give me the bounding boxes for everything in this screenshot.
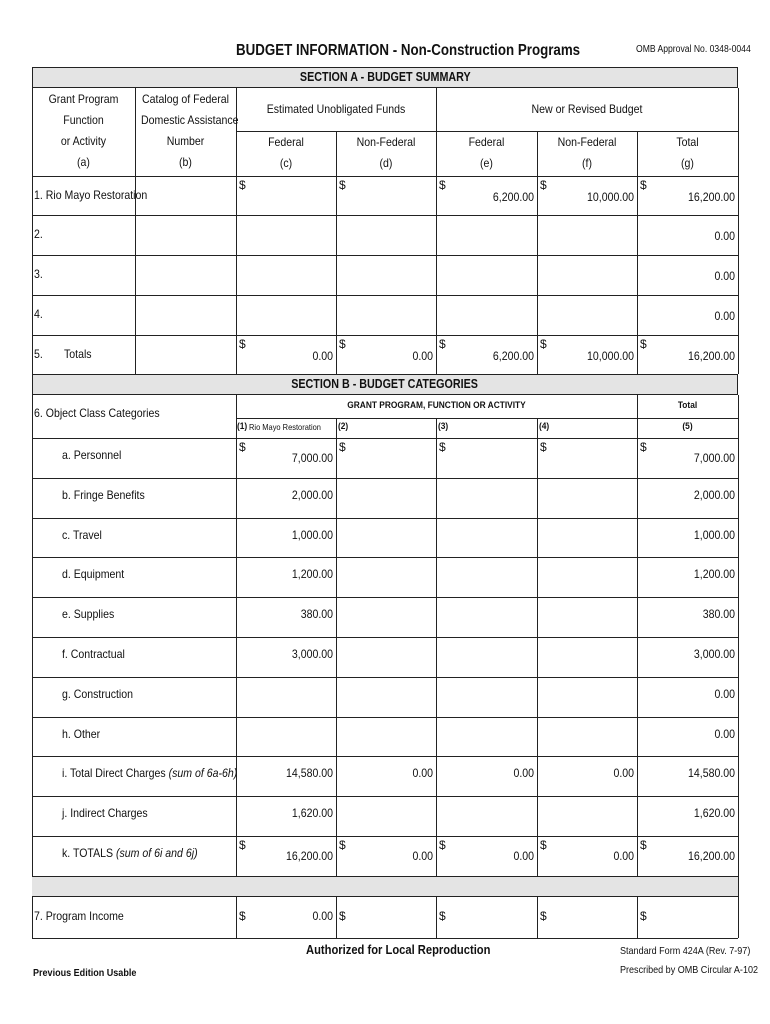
- category-label: [62, 846, 198, 860]
- grid-line: [32, 518, 738, 519]
- category-name: h. Other: [62, 726, 101, 741]
- total-f: 10,000.00: [587, 348, 634, 363]
- col-a-header: or Activity: [60, 134, 107, 148]
- col-a-header: (a): [77, 155, 90, 169]
- amount-c1: 380.00: [300, 607, 333, 621]
- amount-e: 6,200.00: [492, 189, 534, 204]
- amount-g: 16,200.00: [688, 189, 735, 204]
- amount-c5: 16,200.00: [688, 849, 735, 863]
- category-label: [62, 607, 114, 621]
- grid-line: [32, 176, 738, 177]
- amount-c5: 1,620.00: [693, 806, 735, 820]
- col-1-number: (1): [237, 421, 248, 432]
- grid-line: [32, 836, 738, 837]
- currency-sign: $: [339, 908, 346, 923]
- currency-sign: $: [640, 440, 647, 454]
- previous-edition: Previous Edition Usable: [33, 967, 137, 979]
- category-label: [62, 687, 133, 701]
- amount-f: 10,000.00: [587, 189, 634, 204]
- row-label: 2.: [34, 227, 43, 241]
- grid-line: [32, 438, 738, 439]
- amount-c3: 0.00: [513, 766, 534, 780]
- totals-label: Totals: [64, 346, 92, 361]
- amount-c4: 0.00: [613, 849, 634, 863]
- amount-c1: 14,580.00: [286, 766, 333, 780]
- unobligated-funds-header: Estimated Unobligated Funds: [266, 102, 406, 116]
- grid-line: [135, 88, 136, 374]
- amount-c5: 0.00: [714, 726, 735, 741]
- program-income-label: 7. Program Income: [34, 908, 124, 923]
- amount-g: 0.00: [714, 229, 735, 243]
- currency-sign: $: [540, 178, 547, 192]
- col-b-header: Number: [166, 134, 205, 148]
- grid-line: [32, 557, 738, 558]
- grid-line: [32, 335, 738, 336]
- grid-line: [32, 637, 738, 638]
- currency-sign: $: [339, 838, 346, 852]
- grid-line: [336, 418, 337, 876]
- currency-sign: $: [239, 908, 246, 923]
- currency-sign: $: [640, 337, 647, 351]
- amount-c3: 0.00: [513, 849, 534, 863]
- grid-line: [537, 131, 538, 374]
- amount-c5: 14,580.00: [688, 766, 735, 780]
- total-c: 0.00: [312, 348, 333, 363]
- new-revised-budget-header: New or Revised Budget: [531, 102, 643, 116]
- category-name: f. Contractual: [62, 647, 125, 661]
- row-label: 4.: [34, 307, 43, 321]
- category-name: b. Fringe Benefits: [62, 488, 145, 502]
- amount-g: 0.00: [714, 309, 735, 323]
- grid-line: [32, 295, 738, 296]
- category-name: a. Personnel: [62, 448, 122, 462]
- col-e-letter: (e): [480, 156, 493, 170]
- category-name: e. Supplies: [62, 607, 115, 621]
- omb-approval: OMB Approval No. 0348-0044: [636, 44, 751, 55]
- currency-sign: $: [239, 337, 246, 351]
- col-1-name: Rio Mayo Restoration: [249, 422, 321, 432]
- currency-sign: $: [439, 440, 446, 454]
- grid-line: [32, 215, 738, 216]
- prescribed-by: Prescribed by OMB Circular A-102: [620, 964, 759, 976]
- amount-c2: 0.00: [412, 766, 433, 780]
- amount-c1: 1,620.00: [291, 806, 333, 820]
- grid-line: [637, 131, 638, 374]
- grid-line: [32, 677, 738, 678]
- currency-sign: $: [339, 440, 346, 454]
- amount-c1: 2,000.00: [291, 488, 333, 502]
- category-label: [62, 647, 125, 661]
- category-name: i. Total Direct Charges: [62, 766, 166, 780]
- total-header: Total: [677, 400, 698, 411]
- col-5-header: (5): [682, 421, 693, 432]
- category-note: (sum of 6a-6h): [165, 766, 238, 780]
- currency-sign: $: [439, 908, 446, 923]
- col-a-header: Grant Program: [48, 92, 119, 106]
- section-a-title: SECTION A - BUDGET SUMMARY: [32, 67, 738, 88]
- object-class-header: 6. Object Class Categories: [34, 406, 160, 420]
- currency-sign: $: [640, 178, 647, 192]
- grid-line: [236, 395, 237, 876]
- col-c-letter: (c): [279, 156, 293, 170]
- grid-line: [336, 897, 337, 938]
- grid-line: [32, 88, 33, 374]
- amount-c5: 1,000.00: [693, 527, 735, 542]
- grid-line: [32, 395, 33, 938]
- grid-line: [637, 897, 638, 938]
- col-g-header: Total: [676, 135, 699, 149]
- amount-c5: 1,200.00: [693, 567, 735, 581]
- col-g-letter: (g): [681, 156, 694, 170]
- category-label: [62, 448, 121, 462]
- amount-c1: 1,000.00: [291, 527, 333, 542]
- currency-sign: $: [640, 908, 647, 923]
- col-c-header: Federal: [268, 135, 304, 149]
- authorized-text: Authorized for Local Reproduction: [306, 942, 491, 957]
- amount-c5: 7,000.00: [693, 451, 735, 465]
- category-name: c. Travel: [62, 527, 102, 542]
- category-note: (sum of 6i and 6j): [113, 846, 198, 860]
- form-title: BUDGET INFORMATION - Non-Construction Programs: [236, 42, 581, 59]
- amount-g: 0.00: [714, 269, 735, 283]
- currency-sign: $: [640, 838, 647, 852]
- row-label: 3.: [34, 267, 43, 281]
- col-b-header: Catalog of Federal: [142, 92, 229, 106]
- grid-line: [637, 395, 638, 876]
- col-4-header: (4): [539, 421, 550, 432]
- currency-sign: $: [239, 440, 246, 454]
- totals-number: 5.: [34, 346, 43, 361]
- grant-program-header: GRANT PROGRAM, FUNCTION OR ACTIVITY: [347, 400, 526, 411]
- category-label: [62, 766, 237, 780]
- amount-c1: 7,000.00: [291, 451, 333, 465]
- grid-line: [738, 395, 739, 938]
- currency-sign: $: [439, 337, 446, 351]
- col-f-header: Non-Federal: [557, 135, 617, 149]
- grid-line: [537, 897, 538, 938]
- grid-line: [32, 756, 738, 757]
- col-f-letter: (f): [582, 156, 592, 170]
- grid-line: [336, 131, 337, 374]
- gray-band: [32, 876, 738, 897]
- currency-sign: $: [540, 908, 547, 923]
- grid-line: [537, 418, 538, 876]
- col-a-header: Function: [63, 113, 104, 127]
- grid-line: [32, 255, 738, 256]
- amount-c1: 3,000.00: [291, 647, 333, 661]
- category-label: [62, 806, 148, 820]
- category-label: [62, 567, 124, 581]
- category-label: [62, 727, 100, 741]
- grid-line: [32, 717, 738, 718]
- grid-line: [32, 938, 738, 939]
- currency-sign: $: [239, 838, 246, 852]
- standard-form: Standard Form 424A (Rev. 7-97): [620, 945, 751, 957]
- category-label: [62, 488, 145, 502]
- amount-c2: 0.00: [412, 849, 433, 863]
- grid-line: [32, 478, 738, 479]
- col-e-header: Federal: [468, 135, 505, 149]
- grid-line: [32, 597, 738, 598]
- category-name: j. Indirect Charges: [62, 806, 148, 820]
- total-d: 0.00: [412, 348, 433, 363]
- category-label: [62, 528, 102, 542]
- col-b-header: (b): [179, 155, 192, 169]
- category-name: k. TOTALS: [62, 846, 114, 860]
- section-b-title: SECTION B - BUDGET CATEGORIES: [32, 374, 738, 395]
- grid-line: [436, 897, 437, 938]
- col-d-letter: (d): [379, 156, 393, 170]
- currency-sign: $: [339, 337, 346, 351]
- amount-c4: 0.00: [613, 766, 634, 780]
- col-d-header: Non-Federal: [356, 135, 416, 149]
- amount-c5: 380.00: [702, 607, 735, 621]
- total-g: 16,200.00: [688, 348, 735, 363]
- col-2-header: (2): [338, 421, 349, 432]
- grid-line: [436, 418, 437, 876]
- amount-c5: 2,000.00: [693, 488, 735, 502]
- currency-sign: $: [239, 178, 246, 192]
- category-name: d. Equipment: [62, 567, 125, 581]
- currency-sign: $: [339, 178, 346, 192]
- category-name: g. Construction: [62, 687, 134, 701]
- grid-line: [236, 131, 738, 132]
- amount-c1: 1,200.00: [291, 567, 333, 581]
- amount-c1: 16,200.00: [286, 849, 333, 863]
- currency-sign: $: [540, 440, 547, 454]
- grid-line: [738, 88, 739, 374]
- currency-sign: $: [540, 337, 547, 351]
- row-label: 1. Rio Mayo Restoration: [34, 187, 148, 202]
- grid-line: [236, 418, 738, 419]
- grid-line: [32, 796, 738, 797]
- currency-sign: $: [439, 178, 446, 192]
- col-b-header: Domestic Assistance: [141, 113, 239, 127]
- col-3-header: (3): [438, 421, 449, 432]
- program-income-c1: 0.00: [312, 908, 333, 923]
- currency-sign: $: [439, 838, 446, 852]
- amount-c5: 3,000.00: [693, 647, 735, 661]
- amount-c5: 0.00: [714, 687, 735, 701]
- total-e: 6,200.00: [492, 348, 534, 363]
- currency-sign: $: [540, 838, 547, 852]
